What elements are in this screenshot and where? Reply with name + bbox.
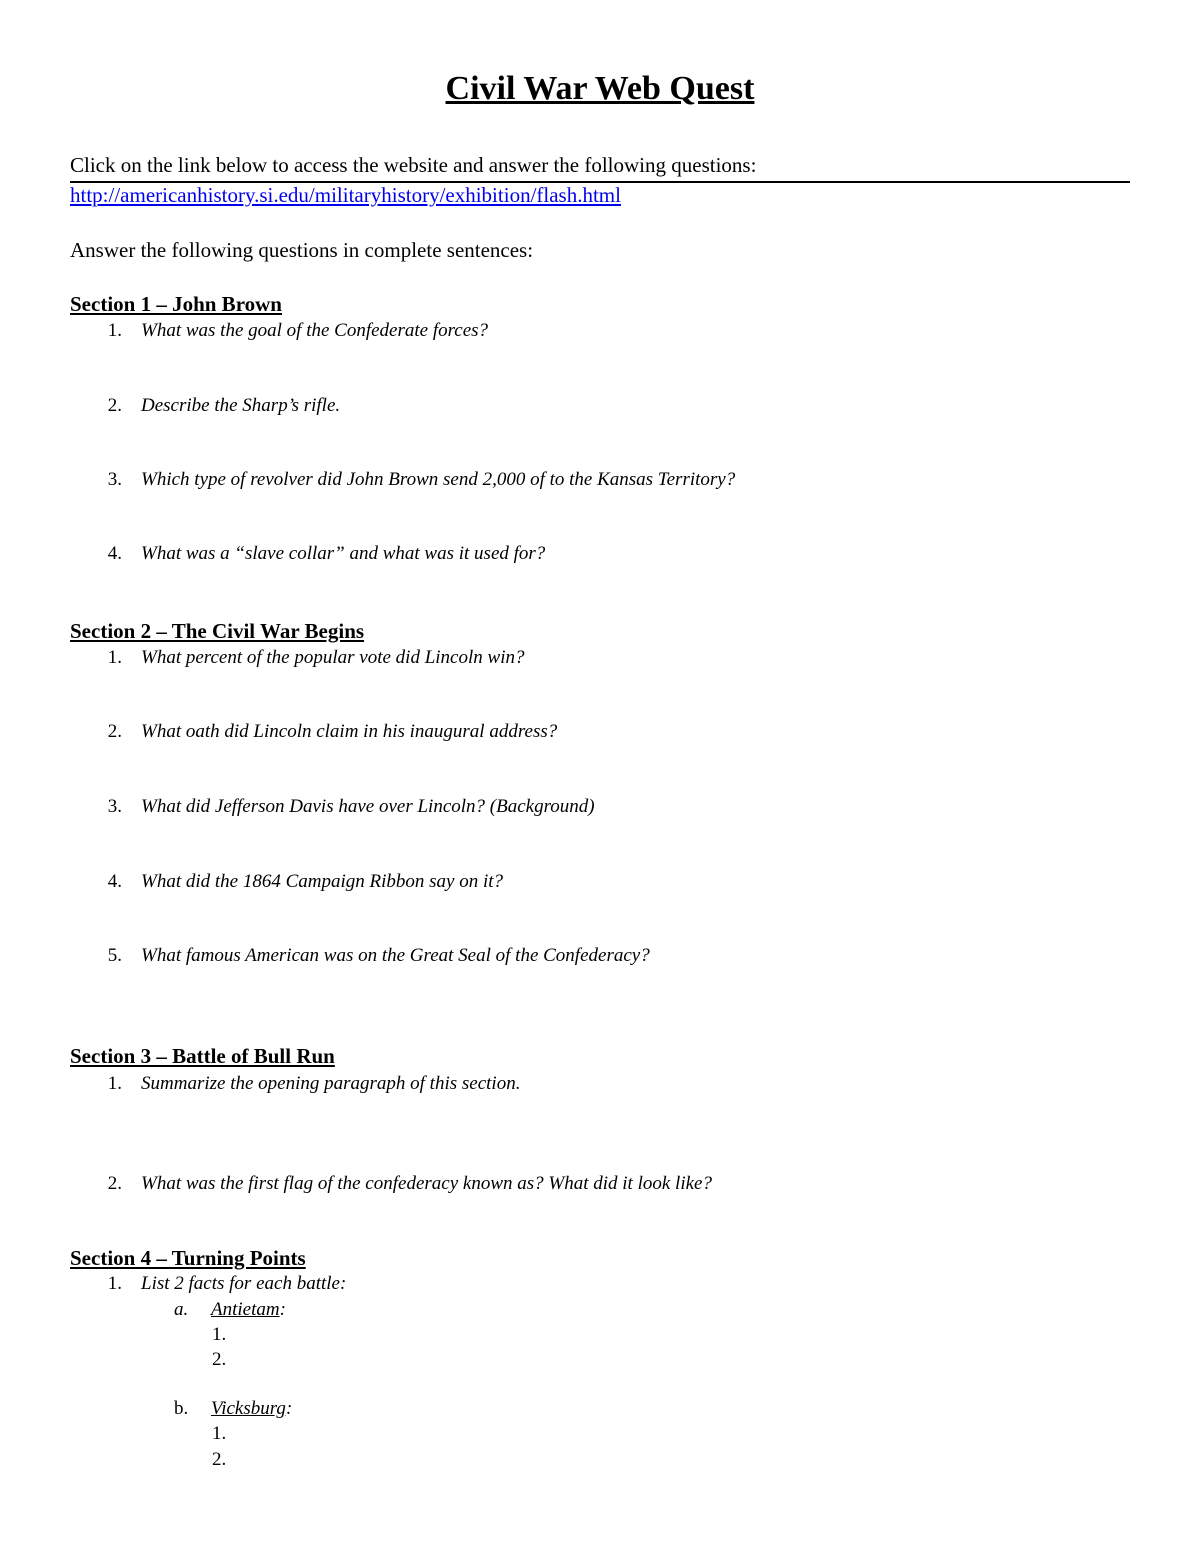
battle-suffix: :: [279, 1299, 286, 1320]
question-number: 4.: [107, 871, 122, 892]
battle-antietam: [211, 1299, 286, 1321]
battle-name: Antietam: [211, 1299, 280, 1320]
question-text: Describe the Sharp’s rifle.: [141, 395, 341, 416]
page-title: Civil War Web Quest: [445, 70, 755, 107]
question-number: 4.: [107, 543, 122, 564]
question-text: What did the 1864 Campaign Ribbon say on it?: [141, 871, 504, 892]
question-text: What was the first flag of the confederacy known as? What did it look like?: [141, 1173, 712, 1194]
question-number: 1.: [107, 1073, 122, 1094]
question-number: 3.: [107, 796, 122, 817]
section-4-heading: Section 4 – Turning Points: [70, 1246, 306, 1270]
question-text: What percent of the popular vote did Lincoln win?: [141, 647, 525, 668]
fact-number: 1.: [212, 1423, 227, 1444]
battle-suffix: :: [285, 1398, 293, 1419]
instructions-text: Answer the following questions in complete sentences:: [70, 238, 534, 262]
battle-letter: b.: [174, 1398, 189, 1419]
fact-number: 2.: [212, 1349, 227, 1370]
question-number: 2.: [107, 721, 122, 742]
question-text: What was the goal of the Confederate forces?: [141, 320, 489, 341]
question-number: 1.: [107, 320, 122, 341]
battle-vicksburg: [211, 1398, 292, 1420]
question-text: What was a “slave collar” and what was it used for?: [141, 543, 546, 564]
question-text: What famous American was on the Great Seal of the Confederacy?: [141, 945, 650, 966]
question-text: Which type of revolver did John Brown send 2,000 of to the Kansas Territory?: [141, 469, 736, 490]
fact-number: 2.: [212, 1449, 227, 1470]
question-number: 1.: [107, 1273, 122, 1294]
question-text: What did Jefferson Davis have over Lincoln? (Background): [141, 796, 595, 817]
question-number: 2.: [107, 395, 122, 416]
battle-name: Vicksburg: [211, 1398, 286, 1419]
question-number: 1.: [107, 647, 122, 668]
question-text: Summarize the opening paragraph of this section.: [141, 1073, 521, 1094]
question-number: 3.: [107, 469, 122, 490]
intro-text: Click on the link below to access the website and answer the following questions:: [70, 153, 757, 177]
battle-letter: a.: [174, 1299, 189, 1320]
website-link[interactable]: http://americanhistory.si.edu/militaryhistory/exhibition/flash.html: [70, 183, 621, 207]
fact-number: 1.: [212, 1324, 227, 1345]
question-number: 5.: [107, 945, 122, 966]
section-3-heading: Section 3 – Battle of Bull Run: [70, 1044, 335, 1068]
question-number: 2.: [107, 1173, 122, 1194]
section-1-heading: Section 1 – John Brown: [70, 292, 282, 316]
section-2-heading: Section 2 – The Civil War Begins: [70, 619, 365, 643]
question-text: List 2 facts for each battle:: [141, 1273, 347, 1294]
question-text: What oath did Lincoln claim in his inaugural address?: [141, 721, 558, 742]
